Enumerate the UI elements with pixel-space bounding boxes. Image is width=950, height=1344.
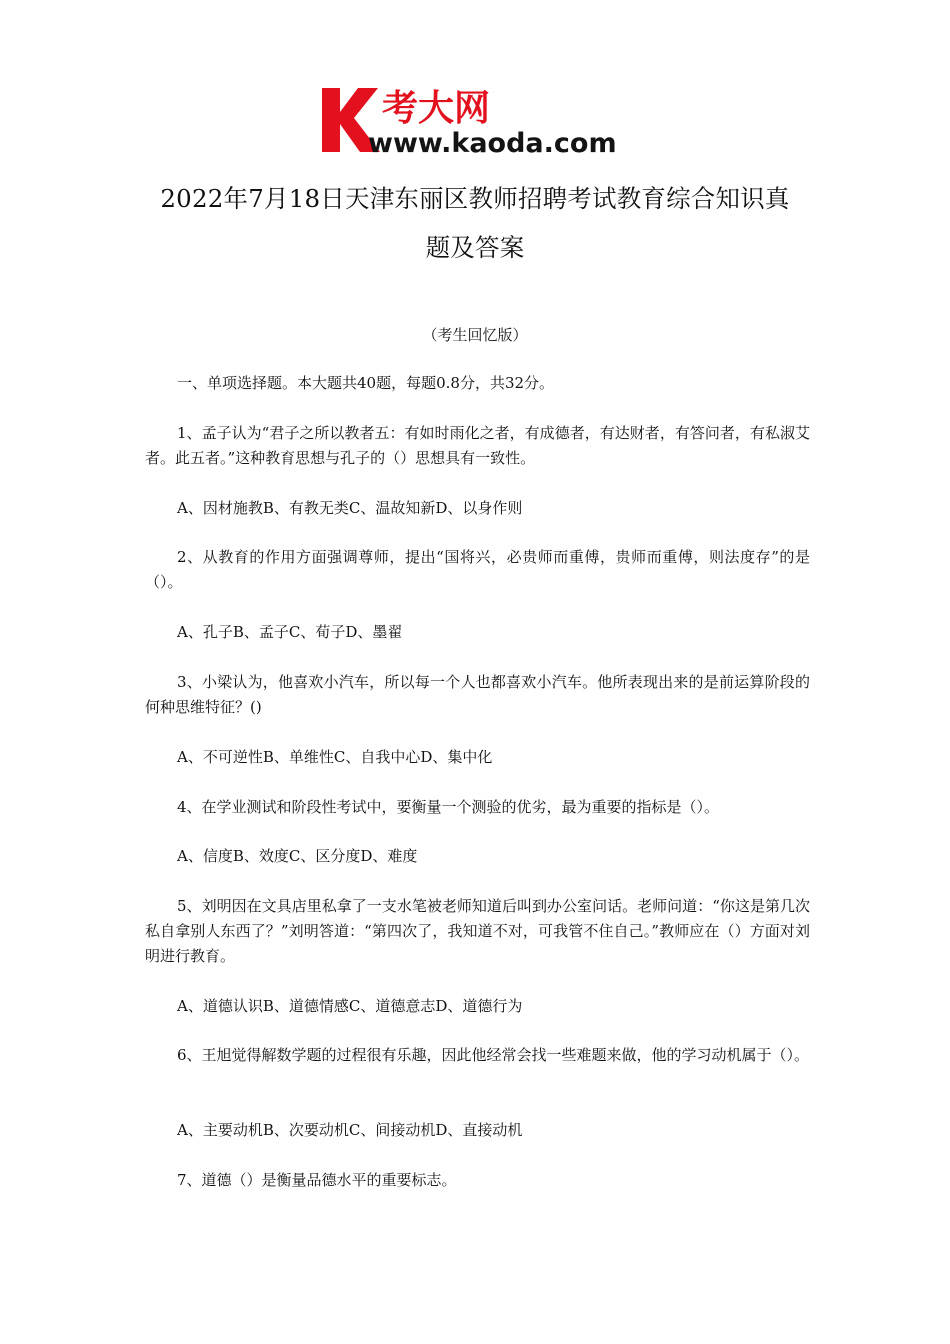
doc-title-line-1: 2022年7月18日天津东丽区教师招聘考试教育综合知识真 bbox=[160, 184, 790, 213]
question-3: 3、小梁认为，他喜欢小汽车，所以每一个人也都喜欢小汽车。他所表现出来的是前运算阶段的何种思维特征？() bbox=[145, 673, 810, 716]
options-6: A、主要动机B、次要动机C、间接动机D、直接动机 bbox=[177, 1121, 523, 1139]
kaoda-logo[interactable] bbox=[318, 80, 638, 158]
question-4: 4、在学业测试和阶段性考试中，要衡量一个测验的优劣，最为重要的指标是（）。 bbox=[177, 798, 720, 816]
options-4: A、信度B、效度C、区分度D、难度 bbox=[177, 847, 418, 865]
logo-brand-text: 考大网 bbox=[382, 88, 491, 129]
logo-url-text: www.kaoda.com bbox=[368, 128, 617, 158]
question-5: 5、刘明因在文具店里私拿了一支水笔被老师知道后叫到办公室问话。老师问道：“你这是第几次私自拿别人东西了？”刘明答道：“第四次了，我知道不对，可我管不住自己。”教师应在（）方面对刘明进行教育。 bbox=[145, 897, 810, 965]
options-3: A、不可逆性B、单维性C、自我中心D、集中化 bbox=[177, 748, 493, 766]
options-5: A、道德认识B、道德情感C、道德意志D、道德行为 bbox=[177, 997, 523, 1015]
section-heading: 一、单项选择题。本大题共40题，每题0.8分，共32分。 bbox=[177, 374, 555, 392]
logo-graphic bbox=[318, 80, 638, 158]
question-1: 1、孟子认为“君子之所以教者五：有如时雨化之者，有成德者，有达财者，有答问者，有私淑艾者。此五者。”这种教育思想与孔子的（）思想具有一致性。 bbox=[145, 424, 810, 467]
options-2: A、孔子B、孟子C、荀子D、墨翟 bbox=[177, 623, 403, 641]
doc-title-line-2: 题及答案 bbox=[425, 233, 525, 262]
question-6: 6、王旭觉得解数学题的过程很有乐趣，因此他经常会找一些难题来做，他的学习动机属于（）。 bbox=[177, 1046, 810, 1064]
doc-subtitle: （考生回忆版） bbox=[422, 326, 528, 344]
options-1: A、因材施教B、有教无类C、温故知新D、以身作则 bbox=[177, 499, 523, 517]
question-7: 7、道德（）是衡量品德水平的重要标志。 bbox=[177, 1171, 457, 1189]
question-2: 2、从教育的作用方面强调尊师，提出“国将兴，必贵师而重傅，贵师而重傅，则法度存”的是（）。 bbox=[145, 548, 810, 591]
